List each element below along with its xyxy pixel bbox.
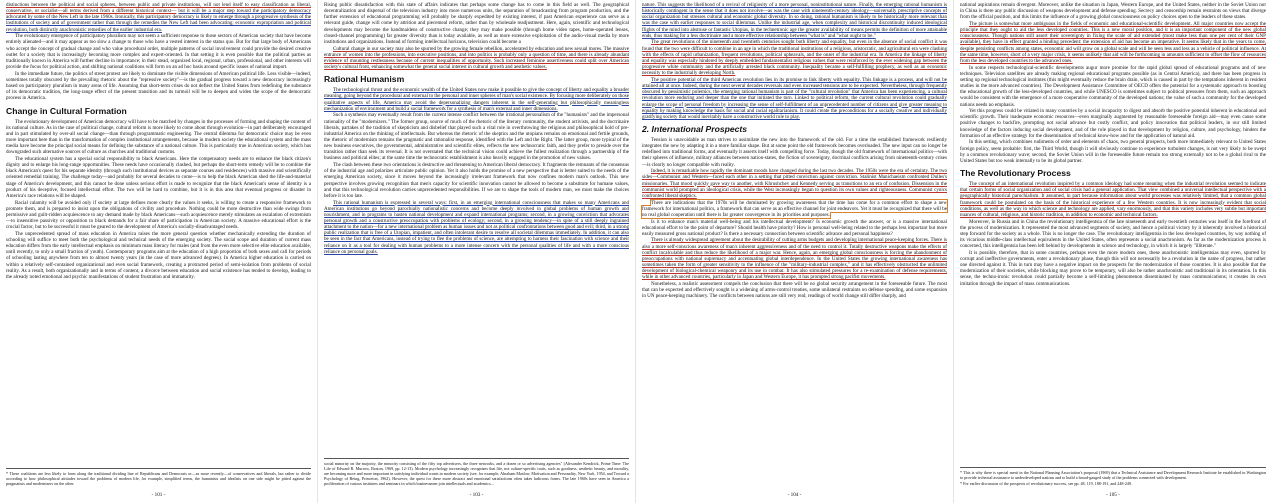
paragraph	[642, 168, 947, 199]
page-101	[0, 0, 318, 503]
page-number: - 104 -	[787, 492, 802, 498]
highlight-blue: The positive potential of the third American revolution lies in its promise to link liberty with equality. This linkage is a process, and will not be attained all at once. Indeed, during the next several decades reversals and even increased tensions are to be expected. Nevertheless, through frequently obscured by pessimistic polemics, the emerging rational humanism is part of the "cultural revolution" that America has been experiencing, a cultural revolution more enduring and deeper than the one that initiated the turn. Linked to political reform, the current cultural revolution could gradually enlarge the scope of personal freedom by increasing the sense of self-fulfillment of an unprecedented number of citizens and give greater meaning to equality by making knowledge the basis for social and racial egalitarianism. It could create the preconditions for a socially creative and individually gratifying society that would inevitably have a constructive world role to play.	[642, 76, 947, 120]
paragraph: Yet this progress could be vitiated in many countries by a social incapacity to digest and absorb the positive potential inherent in educational and scientific growth. Their inadequate economic resources—even marginally augmented by reasonable foreseeable foreign aid—may even cause some positive changes to backfire, prompting not social advance but costly conflict, and policy innovation that political leaders, in our still limited knowledge of the factors inducing social development, and of the role played in that development by religion, culture, and psychology, hinders the formation of an effective strategy for the dissemination of technical know-how and for the application of natural aid.	[960, 108, 1266, 139]
paragraph: Racial calamity will be avoided only if society at large defines more clearly the values it seeks, is willing to create a responsive framework to promote them, and is prepared to insist upon the obligations of civility and procedure. Nothing could be more destructive than wide swings from permissive and guilt-ridden acquiescence to any demand made by black Americans—such acquiescence merely stimulates an escalation of extremism—to insensitive passivity or opposition to black demands for a fair share of participation in American society. A massive educational effort is the crucial factor, but to be successful it must be geared to the development of America's socially-disadvantaged needs.	[6, 199, 311, 231]
paragraph	[642, 2, 947, 39]
highlight-box-orange: There are indications that the 1970s will be dominated by growing awareness that the time has come for a common effort to shape a new framework for international politics, a framework that can serve as an effective channel for joint endeavors. Yet it must be recognized that there will be no real global cooperation until there is far greater convergence in its priorities and purposes.	[642, 199, 947, 218]
paragraph	[960, 21, 1266, 64]
paragraph: Nonetheless, a realistic assessment compels the conclusion that there will be no global security arrangement in the foreseeable future. The most that can be expected and effectively sought is a widening of arms-control treaties, some unilateral restraints on defense spending, and some expansion in UN peace-keeping machinery. The conflicts between nations are still very real; readings of world change still differ sharply, and	[642, 281, 947, 300]
highlight-red: Indeed, it is remarkable how rapidly the dominant moods have changed during the last two decades. The 1950s were the era of certainty. The two sides—Communist and Western—faced each other in a setting that pitted conviction against conviction. Stalinist Manichaeism confronted Dulles's missionaries. That mood quickly gave way to another, with Khrushchev and Kennedy serving as transitions to an era of confusion. Dissension in the communist world prompted an ideological crisis, while the West increasingly began to question its own values and righteousness. Communist cynics confronted liberal skeptics.	[642, 168, 947, 199]
footnote: * These coalitions are less likely to form along the traditional dividing line of Republicans and Democrats or—as more recently—of conservatives and liberals, but rather to divide according to how philosophical attitudes toward the problems of modern life, for example, simplified terms, the humanists and idealists on one side might be pitted against the pragmatists and modernizers on the other.	[6, 471, 311, 486]
page-body	[6, 2, 311, 280]
footnote: * This is why there is special merit in the National Planning Association's proposal (1969) that a Technical Assistance and Development Research Institute be established in Washington to provide technical assistance to underdeveloped nations and to build a broad-gauged study of the problems connected with development.	[960, 470, 1266, 480]
paragraph: Such a synthesis may eventually result from the current intense conflict between the irrational personalism of the "humanists" and the impersonal rationality of the "modernizers." The former group, source of much of the rhetoric of the literary community, the student activists, and the doctrinaire liberals, partakes of the tradition of skepticism and disbelief that played such a vital role in overthrowing the religious and philosophical hold of pre-industrial America on the thinking of intellectuals. But whereas the rhetoric of the skeptics and the utopians remains on emotional and fertile grounds, the rhetoric of modernism remains the pragmatic and rationalist response, identified with the Left and the Right. The latter group, more typical of the new business executives, the governmental, administrative and scientific elites, reflects the new technocratic faith, and they prefer to preside over the transition rather than seek its reversal. It is not overstated that the technical vision could achieve the fullest realization through a partnership of the business and political elites; at the same time the technocratic establishment is also heavily engaged in the promotion of new values.	[324, 112, 629, 162]
paragraph: In this setting, which combines rudiments of order and elements of chaos, two general prospects, both more immediately relevant to United States foreign policy, seem probable: first, the Third World, though it will obviously continue to experience turbulent changes, is not very likely to be swept by a common revolutionary wave; second, the Soviet Union will in the foreseeable future remain too strong externally not to be a global rival to the United States but too weak internally to be its global partner.	[960, 139, 1266, 164]
paragraph	[6, 2, 311, 33]
paragraph: national aspirations remain divergent. Moreover, unlike the situation in Japan, Western Europe, and the United States, neither in the Soviet Union nor in China is there any public discussion of weapons development and defense spending. Secrecy and censorship remain restraints on views that diverge from the official position, and this limits the influence of a growing global consciousness on policy choices open to the leaders of these states.	[960, 2, 1266, 21]
paragraph: The clash between these two orientations is destructive and threatening to American liberal democracy. It fragments the remnants of the consensus of the industrial age and polarizes articulate public opinion. Yet it also holds the promise of a new perspective that is better suited to the needs of the emerging American society, since it moves beyond the increasingly irrelevant framework that now confines modern man's outlook. This new perspective involves growing recognition that men's capacity for scientific innovation cannot be allowed to become a substitute for humane values, and that this technological revolution carries unprecedented responsibilities. If we are to shape the tools of modern man, we must make the choices before it is too late.	[324, 162, 629, 199]
paragraph: The educational system has a special social responsibility to black Americans. Here the compensatory needs are to enhance the black citizen's dignity and to enlarge his long-range opportunities. These needs have occasionally clashed, but perhaps the short-term remedy will be to combine the black American's quest for his separate identity (through such institutional devices as separate courses and residences) with massive and scientifically oriented remedial training. The challenge today—and probably for several decades to come—is to help the black American shed the life-and-material stage of America's development, and this cannot be done unless serious effort is made to recognize that the black American's sense of identity is a product of his deceptive, focused intellectual effort. The two will be hard to combine, but it is in this area that eventual progress or disaster in America's race relations will be shaped.	[6, 155, 311, 199]
paragraph: It is possible, therefore, that in some countries, perhaps even the more modern ones, these anachronistic intelligentsias may even, spurred by corrupt and ineffective governments, enter a revolutionary phase, though this will not necessarily be a revolution in the name of progress, but rather one directed against it. This in turn may have a negative impact on the prospects for the modernization of those countries. It is also possible that the modernization of their societies, while blocking may prove to be temporary, will also be rather anachronistic and traditional in its orientation. In this sense, the techno-ironic revolution could partially become a self-limiting phenomenon disseminated by mass communications; it creates its own imitation through the impact of mass communications.	[960, 249, 1266, 287]
page-105	[954, 0, 1272, 503]
page-body	[960, 2, 1266, 287]
highlight-red: distinctions between the political and social spheres, between public and private institutions, will not lend itself to easy classification as liberal, conservative, or socialist—all terms derived from a different historical context—	[6, 2, 311, 15]
highlight-red: The great revolutions of the nineteenth and twentieth centuries sought both liberty and equality, but even in the absence of social conflict it was found that the two were difficult to combine in an age in which the traditional institutions of a religious, aristocratic, and agricultural era were clashing with the effects of rapid urbanization, frequent revolutions, political upheavals, and the onset of the industrial era. In America the linkage of liberty and equality was especially hindered by deeply embedded fundamentalist religious values that were reinforced by the ever widening gap between the progressive white community and the artificially arrested black community. Inequality became a self-fulfilling prophecy, as well as an economic necessity to the industrially developing North.	[642, 39, 947, 77]
paragraph: Rising public dissatisfaction with this state of affairs indicates that perhaps some change has to come in this field as well. The geographical decentralization and dispersal of the television industry into more numerous units, the separation of broadcasting from program production, and the further extension of educational programming will probably be sharply expedited by existing interest, if past American experience can serve as a relevant guide, change will come by attrition and piecemeal reform, rather than by wholesale readjustment. Here, again, scientific and technological developments may become the handmaidens of constructive change; they may make possible (through home video tapes, home-operated lenses, closed-channel programming) far greater diversity than is today available, as well as more extensive exploitation of the audio-visual media by more institutions and organizations. Instead of forming intellectual horizons, television could become a	[324, 2, 629, 45]
page-body	[642, 2, 947, 300]
paragraph: Is it to enhance man's material well-being and his intellectual development? Is economic growth the answer, or is a massive international educational effort to be the point of departure? Should health have priority? How is personal well-being related to the perhaps less important but more easily measured gross national product? Is there a necessary connection between scientific advance and personal happiness?	[642, 218, 947, 237]
footnote: * For earlier discussion of the prospects of revolutionary success, see pp. 48, 119, 188-191, and 248-249.	[960, 481, 1132, 486]
highlight-red: The picture is somewhat more ambiguous in the fields of economic and educational-scientific development. All major countries now accept the principle that they ought to aid the less developed countries. This is a new moral position, and it is an important component of the new global consciousness. Though nations still assert their sovereignty in fixing the scale of aid extended (most make less than one per cent of their GNP available), they have in effect granted a binding precedent: the extension of aid has become an imperative. It seems likely that in the years to come, despite persisting conflicts among states, economic aid will grow on a global scale and will be seen less and less as a vehicle of political influence. At the same time, however, short of a very major crisis, it seems unlikely that aid will be forthcoming in amounts sufficient to offset the flow of resources from the less developed countries to the advanced ones.	[960, 20, 1266, 64]
section-heading-international-prospects: 2. International Prospects	[642, 123, 748, 134]
highlight-blue: This rational humanism is expressed in several ways: first, in an emerging international consciousness that makes so many Americans and American institutions go beyond parochially nationalistic concerns and become deeply involved in global problems of human growth and nourishment, and in programs to hasten national development and expand international programs; second, in a growing conviction that advocates personal growth and a constructive preoccupation with problems of ecology; second, in a growing tendency—in spite of a still deeply ingrained attachment to the nation—for a new international problem as human issues and not as political confrontations between good and evil; third, in a strong public realization that is free of a Utopian, impatient, and often intolerant desire to resolve all societal dilemmas immediately. In addition, it can also be seen in the fact that Americans, instead of trying to flee the problems of science, are attempting to harness their fascination with science and their reliance on it as a tool for dealing with human problems to a more intense concern with the personal qualities of life and with a more conscious reliance on personal goals.	[324, 199, 629, 255]
highlight-red: There is already widespread agreement about the desirability of cutting arms budgets and developing international peace-keeping forces. There is also a more self-conscious awareness of man's inherent aggressiveness and of the need to control it. Totally destructive weapons make the effects of conflict incalculable and thus reduce the likelihood of a major war. Hence, again, an emerging global consciousness is forcing the abandonment of preoccupations with national supremacy and accentuating global interdependence. In the United States the growing international awareness has sometimes taken the form of greater sensitivity to the influence of the "military-industrial complex," and it has effectively obstructed the unlimited development of biological-chemical weaponry and its use in combat. It has also stimulated pressures for a re-examination of defense requirements, while in other advanced countries, particularly in Japan and Western Europe, it has prompted strong pacifist movements.	[642, 237, 947, 281]
paragraph	[324, 87, 629, 112]
page-103	[318, 0, 636, 503]
paragraph	[960, 181, 1266, 218]
paragraph	[642, 200, 947, 218]
page-number: - 105 -	[1106, 492, 1120, 498]
page-number: - 101 -	[151, 492, 166, 498]
footnotes	[960, 467, 1266, 487]
paragraph: In the immediate future, the politics of street protest are likely to dominate the visible dimensions of American political life. Less visible—indeed, sometimes totally obscured by the prevailing rhetoric about the "repressive society"—is the gradual progress toward a new democracy increasingly based on participatory pluralism in many areas of life. Assuming that short-term crises do not deflect the United States from redefining the substance of its democratic tradition, the long-range effect of the present transition and its turmoil will be to deepen and widen the scope of the democratic process in America.	[6, 70, 311, 102]
paragraph: Tension is unavoidable as man strives to assimilate the new into the framework of the old. For a time the established framework resiliently integrates the new by adapting it in a more familiar shape. But at some point the old framework becomes overloaded. The new input can no longer be redefined into traditional forms, and eventually it asserts itself with compelling force. Today, though the old framework of international politics—with their spheres of influence, military alliances between nation-states, the fiction of sovereignty, doctrinal conflicts arising from nineteenth-century crises—is clearly no longer compatible with reality.	[642, 136, 947, 168]
page-104	[636, 0, 954, 503]
page-number: - 103 -	[469, 492, 484, 498]
paragraph	[642, 77, 947, 120]
highlight-red: Cultural change in our society may also be spurred by the growing female rebellion, accelerated by education and new sexual mores. The massive entrance of women into the professions, into executive positions, and into politics is probably only a question of time, and there is already abundant evidence of mounting restlessness because of current inequalities of opportunity. Such increased feminine assertiveness could split over American society's cultural front, enhancing somewhat the general social interest in cultural growth and aesthetic values.	[324, 45, 629, 71]
highlight-blue: nature. This suggests the likelihood of a revival of religiosity of a more personal, noninstitutional nature. Finally, the emerging rational humanism is historically contingent in the sense that it does not involve—as was the case with nineteenth-century ideology—universally prescriptive concepts of social organization but stresses cultural and economic global diversity. In so doing, rational humanism is likely to be historically more relevant than was the case with earlier responses to social dilemmas. Unlike the industrial age, when complexity and historical discontinuity induced ideological flights of the mind into abstruse or fantastic Utopias, in the technetronic age the greater availability of means permits the definition of more attainable ends, thus making for a less doctrinaire and a more effective relationship between "what is" and "what ought to be."	[642, 2, 947, 39]
paragraph: The unprecedented spread of mass education in America raises the more general question whether mechanically extending the duration of schooling will suffice to meet both the psychological and technical needs of the emerging society. The social scope and duration of current mass education differs from the early intellectual emphasis on minimum mass literacy for males (and from the even more selective elite education available, until recently, to only a small fraction of youth). Contemporary programs aim at the education of a high proportion of both sexes and call for periods of schooling lasting anywhere from ten to almost twenty years (in the case of more advanced degrees). In America higher education is carried on within a relatively self-contained organizational and even social framework, creating a protracted period of semi-isolation from problems of social reality. As a result, both organizationally and in terms of content, a divorce between education and social existence has tended to develop, leading to the already noted emotional and psychic manifestations of student frustration and immaturity.	[6, 230, 311, 280]
footnotes	[6, 468, 311, 487]
footnote: social minority on the majority, the minority consisting of the fifty top advertisers, the three networks, and a dozen or so advertising agencies" (Alexander Kendrick, Prime Time: The Life of Edward R. Murrow, Boston, 1969, pp. 12-13). Modern psychology increasingly recognizes that life, not culture-specific traits, such as goodness, aesthetic beauty, and morality, are becoming more and more important in satisfying individual wants in modern society (see, for example, Abraham Maslow, Motivation and Personality, New York, 1954, and Toward a Psychology of Being, Princeton, 1962). However, the quest for these more abstract and emotional satisfactions often takes ludicrous forms. The late 1960s have seen in America a proliferation of various institutes and seminars in which businessmen join intellectuals and academics...	[324, 461, 629, 486]
paragraph: The evolutionary emergence of participatory pluralism may not seem a sufficient response to those sectors of American society that have become entirely alienated—and it may appear as too slow a change to those who have a vested interest in the status quo. But for that large body of Americans who accept the concept of gradual change and who value procedural order, multiple patterns of social involvement could provide the desired creative outlet for a society that is increasingly becoming more complex and expert-oriented. In that setting it is even possible that the political parties as traditionally known in America will further decline in importance; in their stead, organized local, regional, urban, professional, and other interests will provide the focus for political action, and shifting national coalitions will form on an ad hoc basis around specific issues of national import.	[6, 33, 311, 71]
highlight-blue: but it will be a major step toward the participatory democracy advocated by some of the New Left in the late 1960s. Ironically, this participatory democracy is likely to emerge through a progressive synthesis of the institutions of society and of government rather than through the remedies the New Left had been advocating: economic expropriation and political revolution, both distinctly anachronistic remedies of the earlier industrial era.	[6, 8, 311, 33]
section-heading-revolutionary-process: The Revolutionary Process	[960, 168, 1071, 179]
paragraph: The evolutionary development of American democracy will have to be matched by changes in the processes of forming and shaping the content of its national culture. As in the case of political change, cultural reform is more likely to come about through evolution—in part deliberately encouraged and in part stimulated by over-all social change—than through programmatic engineering. The central dilemma for democratic choice may be even more important here than in the transformation of complex institutional arrangements, because in modern society the educational system and the mass media have become the principal social means for defining the substance of a national culture. This is particularly true in American society, which has downgraded such alternative sources of culture as churches and traditional customs.	[6, 118, 311, 156]
page-body	[324, 2, 629, 255]
paragraph	[642, 39, 947, 76]
section-heading-rational-humanism: Rational Humanism	[324, 74, 405, 85]
highlight-red: The concept of an international revolution inspired by a common ideology had some meaning when the industrial revolution seemed to indicate that certain forms of social organization and of social crisis had a general application. That view combined a universal intellectual perspective with a geographically historical parochialism. It assumed, in part because information about world processes was relatively limited, that a common global framework could be postulated on the basis of the historical experience of a few Western countries. It is now increasingly evident that social conditions, as well as the way in which science and technology are applied, vary enormously, and that this variety includes very subtle but important nuances of cultural, religious, and historic tradition, in addition to economic and technical factors.	[960, 181, 1266, 218]
paragraph	[642, 237, 947, 280]
paragraph: In some respects technological-scientific developments augur more promise for the rapid global spread of educational programs and of new techniques. Television satellites are already making regional educational programs possible (as in Central America), and there has been progress in setting up regional technological institutes (this might eventually reduce the brain drain, which is caused in part by the temptations inherent in resident studies in the more advanced countries). The Development Assistance Committee of OECD offers the potential for a systematic approach to boosting the educational growth of the less-developed countries, and while UNESCO is sometimes subject to political pressures from them, such an approach would be consistent with the emergence of a more cooperative community of the developed nations; the value of such a community for the developed nations needs no emphasis.	[960, 64, 1266, 108]
section-heading-cultural-formation: Change in Cultural Formation	[6, 105, 127, 116]
highlight-blue: The technological thrust and the economic wealth of the United States now make it possible to give the concept of liberty and equality a broader meaning, going beyond the procedural and external to the personal and inner spheres of man's social existence. By focusing more deliberately on those qualitative aspects of life, America may avoid the depersonalizing dangers inherent in the self-generating but philosophically meaningless mechanization of environment and build a social framework for a synthesis of man's external and inner dimensions.	[324, 87, 629, 112]
paragraph: Moreover, in Russia and in China the revolutionary intelligentsia of the late nineteenth and early twentieth centuries was itself in the forefront of the process of modernization. It represented the most advanced segments of society, and hence a political victory by it inherently involved a historical step forward for the society as a whole. This is no longer the case. The revolutionary intelligentsia in the less developed countries, by way nothing of its vicarious middle-class intellectual equivalents in the United States, often represents a social anachronism. As far as the modernization process is concerned, this intelligentsia has been left behind by developments in science and technology, in which it is largely "illiterate."	[960, 218, 1266, 250]
paragraph	[324, 200, 629, 255]
footnotes	[324, 458, 629, 487]
paragraph	[324, 46, 629, 71]
